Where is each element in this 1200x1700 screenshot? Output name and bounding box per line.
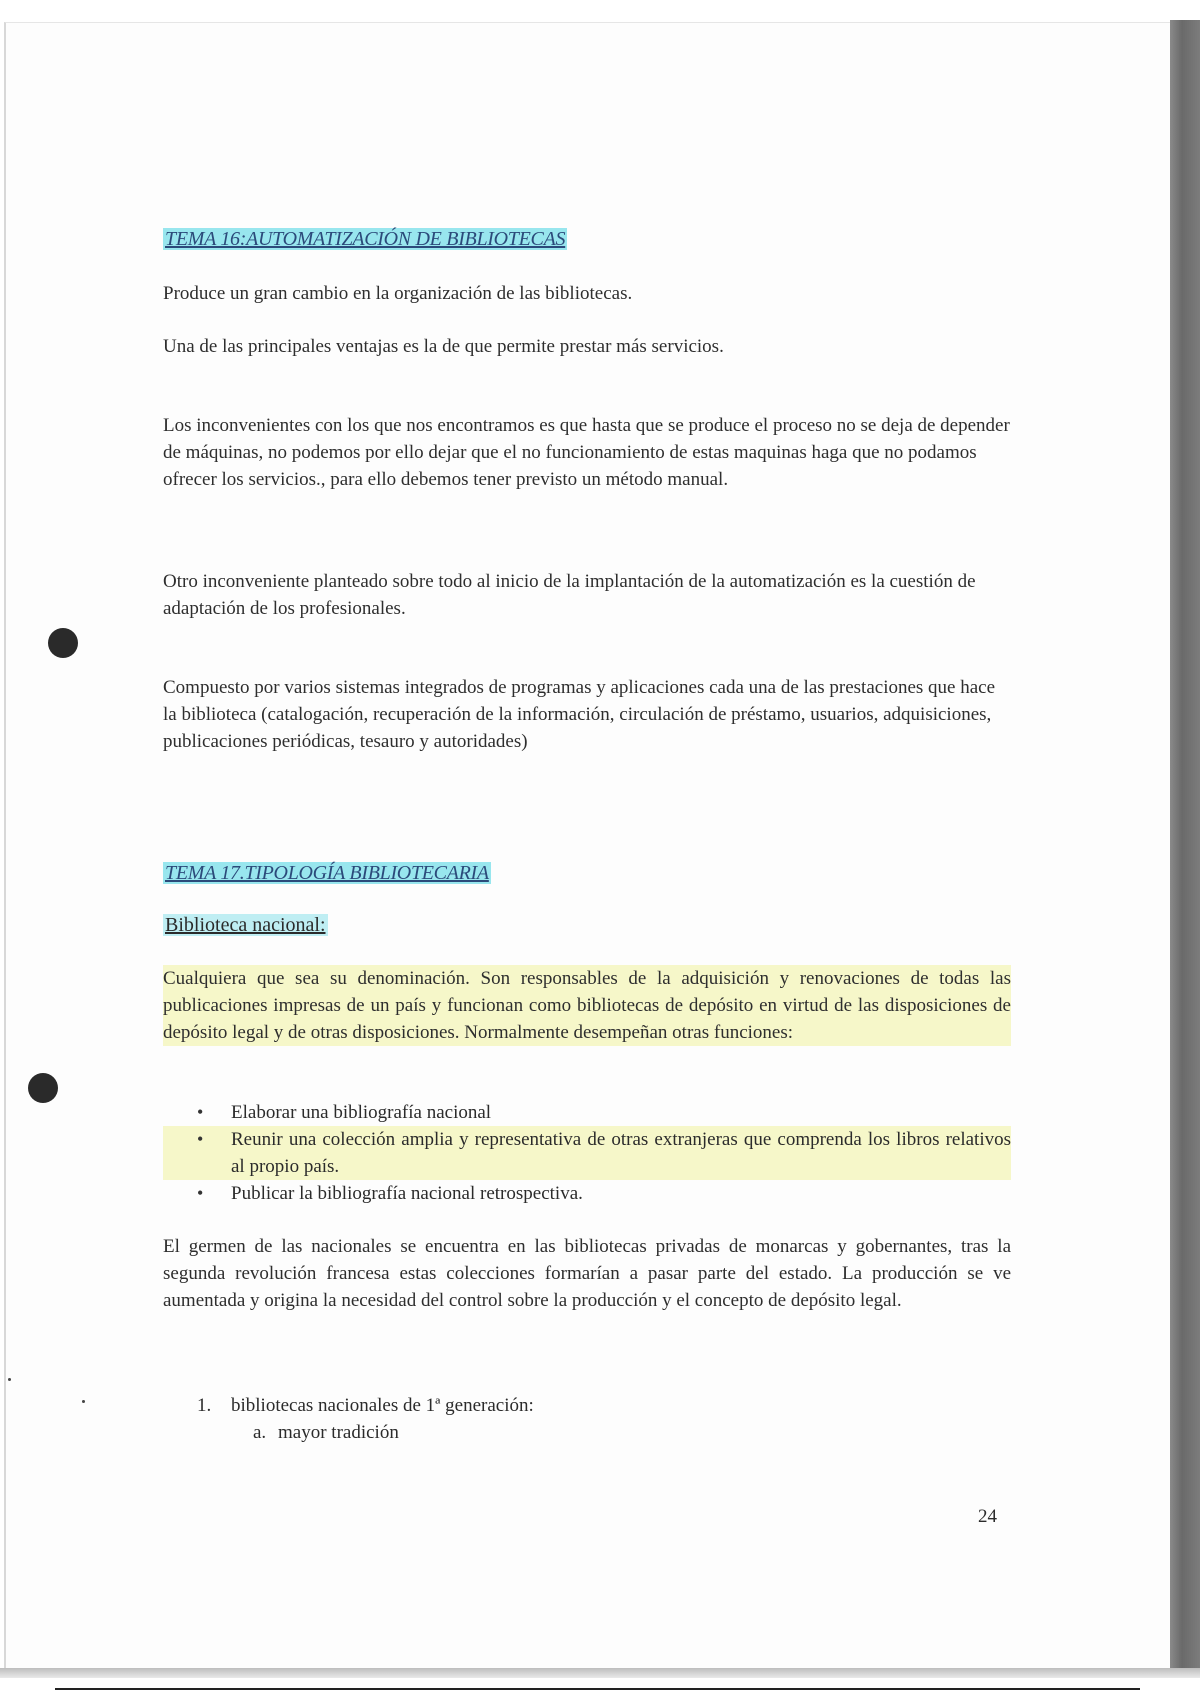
tema16-paragraph-1: Produce un gran cambio en la organización de las bibliotecas. bbox=[163, 283, 633, 304]
scan-speck bbox=[82, 1400, 85, 1403]
tema17-paragraph-1: Cualquiera que sea su denominación. Son responsables de la adquisición y renovaciones de todas las publicaciones impresas de un país y funcionan como bibliotecas de depósito en virtud de las disposiciones de depósito legal y de otras disposiciones. Normalmente desempeñan otras funciones: bbox=[163, 965, 1011, 1046]
scan-edge-shadow bbox=[1170, 20, 1200, 1675]
tema16-paragraph-3: Los inconvenientes con los que nos encontramos es que hasta que se produce el proceso no se deja de depender de máquinas, no podemos por ello dejar que el no funcionamiento de estas maquinas haga que no podamos ofrecer los servicios., para ello debemos tener previsto un método manual. bbox=[163, 415, 1010, 490]
scan-bottom-shadow bbox=[0, 1668, 1200, 1678]
tema16-paragraph-5: Compuesto por varios sistemas integrados de programas y aplicaciones cada una de las prestaciones que hace la biblioteca (catalogación, recuperación de la información, circulación de préstamo, usuarios, adquisiciones, publicaciones periódicas, tesauro y autoridades) bbox=[163, 677, 996, 752]
tema17-heading: TEMA 17.TIPOLOGÍA BIBLIOTECARIA bbox=[165, 862, 489, 884]
punch-hole-bottom bbox=[28, 1073, 58, 1103]
item-text: mayor tradición bbox=[278, 1422, 399, 1443]
tema16-paragraph-4: Otro inconveniente planteado sobre todo al inicio de la implantación de la automatización es la cuestión de adaptación de los profesionales. bbox=[163, 571, 976, 619]
list-item: • Reunir una colección amplia y representativa de otras extranjeras que comprenda los libros relativos al propio país. bbox=[163, 1126, 1011, 1180]
functions-list bbox=[163, 1099, 1011, 1207]
tema16-paragraph-2: Una de las principales ventajas es la de que permite prestar más servicios. bbox=[163, 336, 724, 357]
biblioteca-nacional-subheading: Biblioteca nacional: bbox=[165, 914, 326, 936]
bottom-rule bbox=[55, 1688, 1140, 1690]
numbered-item-1 bbox=[163, 1392, 1011, 1419]
scan-speck bbox=[8, 1378, 11, 1381]
numbered-subitem-a bbox=[163, 1419, 1011, 1446]
tema16-heading: TEMA 16:AUTOMATIZACIÓN DE BIBLIOTECAS bbox=[165, 228, 566, 250]
list-item: • Elaborar una bibliografía nacional bbox=[163, 1099, 1011, 1126]
tema17-paragraph-2: El germen de las nacionales se encuentra en las bibliotecas privadas de monarcas y gobernantes, tras la segunda revolución francesa estas colecciones formarían a pasar parte del estado. La producción se ve aumentada y origina la necesidad del control sobre la producción y el concepto de depósito legal. bbox=[163, 1236, 1011, 1311]
punch-hole-top bbox=[48, 628, 78, 658]
page-number: 24 bbox=[978, 1506, 997, 1527]
item-number: 1. bbox=[197, 1395, 212, 1416]
item-text: bibliotecas nacionales de 1ª generación: bbox=[231, 1395, 534, 1416]
item-letter: a. bbox=[253, 1422, 267, 1443]
list-item: • Publicar la bibliografía nacional retrospectiva. bbox=[163, 1180, 1011, 1207]
